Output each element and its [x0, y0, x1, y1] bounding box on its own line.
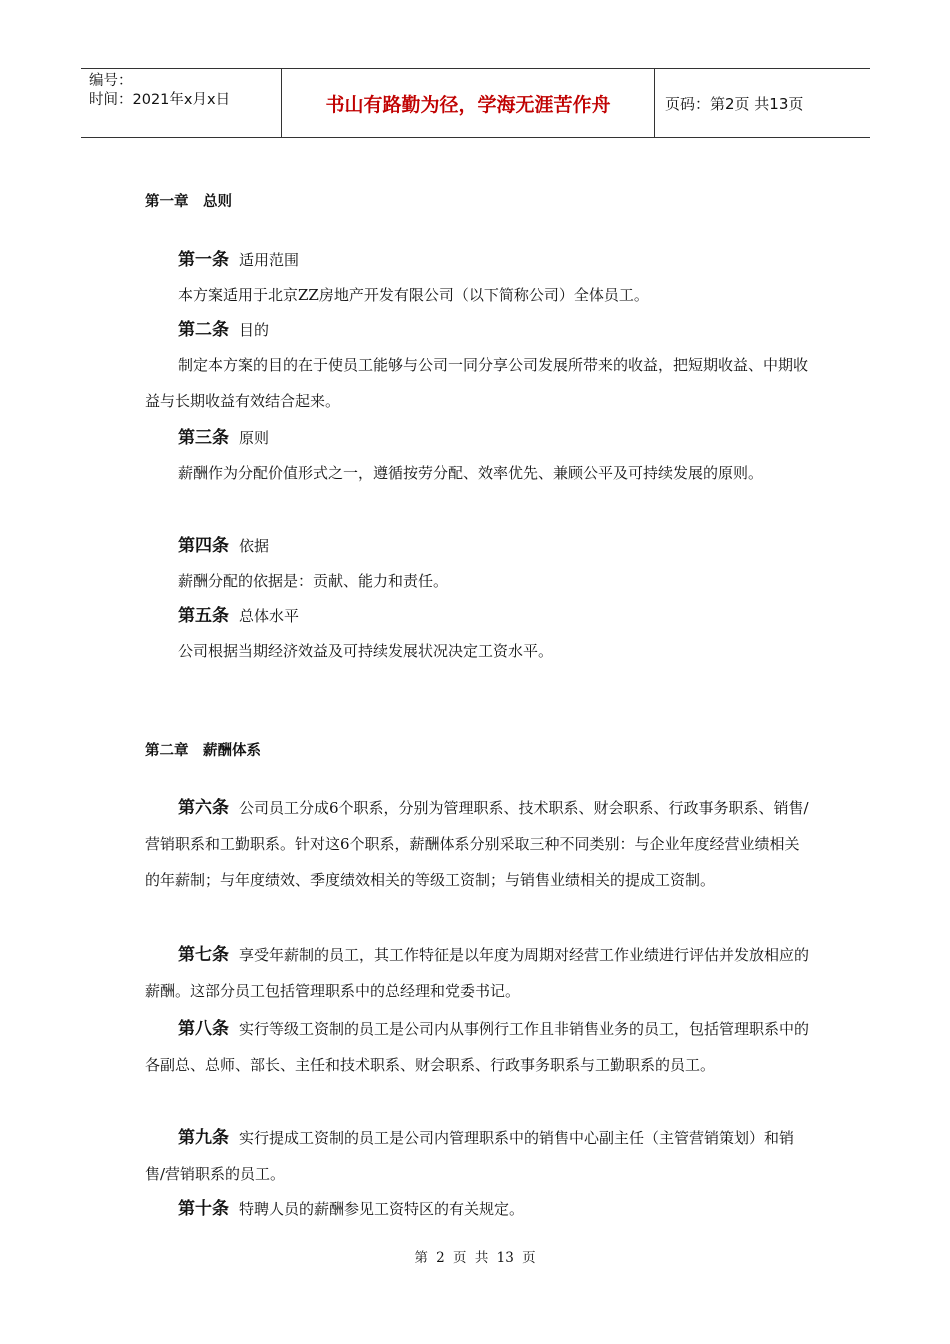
article-9 [145, 1120, 810, 1192]
article-text: 公司员工分成6个职系，分别为管理职系、技术职系、财会职系、行政事务职系、销售/营销职系和工勤职系。针对这6个职系，薪酬体系分别采取三种不同类别：与企业年度经营业绩相关的年薪制；与年度绩效、季度绩效相关的等级工资制；与销售业绩相关的提成工资制。 [145, 799, 809, 889]
article-3-body: 薪酬作为分配价值形式之一，遵循按劳分配、效率优先、兼顾公平及可持续发展的原则。 [178, 464, 764, 482]
article-key: 第一条 [178, 250, 229, 270]
article-text: 实行等级工资制的员工是公司内从事例行工作且非销售业务的员工，包括管理职系中的各副总、总师、部长、主任和技术职系、财会职系、行政事务职系与工勤职系的员工。 [145, 1020, 810, 1074]
number-label: 编号： [89, 73, 133, 89]
article-title: 适用范围 [239, 251, 300, 269]
article-3-heading [145, 420, 810, 456]
header-motto: 书山有路勤为径，学海无涯苦作舟 [282, 69, 655, 137]
article-1-body: 本方案适用于北京ZZ房地产开发有限公司（以下简称公司）全体员工。 [178, 286, 649, 304]
article-1-heading [145, 242, 810, 278]
article-key: 第三条 [178, 428, 229, 448]
article-4-body: 薪酬分配的依据是：贡献、能力和责任。 [178, 572, 449, 590]
article-2-heading [145, 312, 810, 348]
page-footer: 第 2 页 共 13 页 [414, 1250, 536, 1266]
page-header [81, 68, 870, 138]
article-key: 第十条 [178, 1199, 229, 1219]
article-key: 第六条 [178, 798, 229, 818]
article-key: 第二条 [178, 320, 229, 340]
article-text: 实行提成工资制的员工是公司内管理职系中的销售中心副主任（主管营销策划）和销售/营销职系的员工。 [145, 1129, 795, 1183]
article-key: 第五条 [178, 606, 229, 626]
article-title: 总体水平 [239, 607, 300, 625]
date-label: 时间：2021年x月x日 [89, 92, 231, 108]
article-key: 第四条 [178, 536, 229, 556]
article-6 [145, 790, 810, 898]
article-text: 特聘人员的薪酬参见工资特区的有关规定。 [239, 1200, 525, 1218]
article-5-heading [145, 598, 810, 634]
article-4-heading [145, 528, 810, 564]
article-8 [145, 1011, 810, 1083]
article-10 [145, 1191, 810, 1227]
article-7 [145, 937, 810, 1009]
article-key: 第九条 [178, 1128, 229, 1148]
chapter-2-title: 第二章 薪酬体系 [145, 743, 261, 759]
article-text: 享受年薪制的员工，其工作特征是以年度为周期对经营工作业绩进行评估并发放相应的薪酬。这部分员工包括管理职系中的总经理和党委书记。 [145, 946, 810, 1000]
article-title: 依据 [239, 537, 270, 555]
chapter-1-title: 第一章 总则 [145, 194, 232, 210]
article-2-body: 制定本方案的目的在于使员工能够与公司一同分享公司发展所带来的收益，把短期收益、中期收益与长期收益有效结合起来。 [145, 356, 809, 410]
header-page-number: 页码：第2页 共13页 [665, 94, 804, 113]
article-key: 第七条 [178, 945, 229, 965]
header-meta [81, 69, 282, 137]
article-title: 目的 [239, 321, 270, 339]
article-5-body: 公司根据当期经济效益及可持续发展状况决定工资水平。 [178, 642, 554, 660]
article-key: 第八条 [178, 1019, 229, 1039]
article-title: 原则 [239, 429, 270, 447]
